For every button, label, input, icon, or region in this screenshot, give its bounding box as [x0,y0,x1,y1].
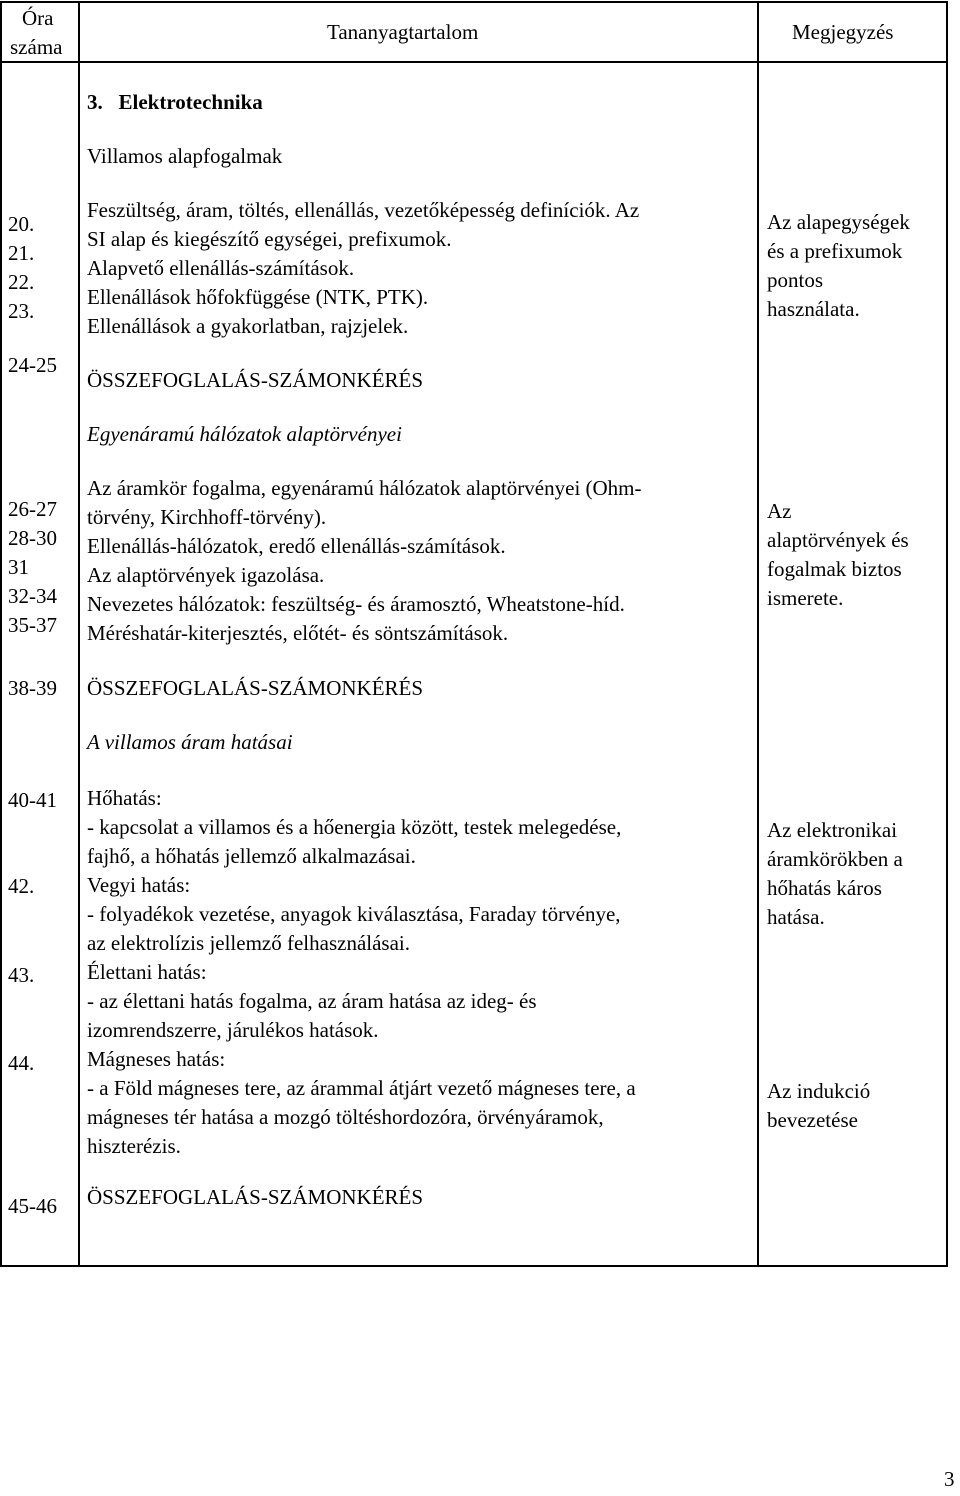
review-label: ÖSSZEFOGLALÁS-SZÁMONKÉRÉS [87,1185,424,1209]
note-line: áramkörökben a [767,847,903,871]
content-line: izomrendszerre, járulékos hatások. [87,1018,379,1042]
content-line: Nevezetes hálózatok: feszültség- és áramosztó, Wheatstone-híd. [87,592,625,616]
content-line: törvény, Kirchhoff-törvény). [87,505,327,529]
note-line: Az elektronikai [767,818,898,842]
content-line: hiszterézis. [87,1134,181,1158]
hour-number: 20. [8,212,35,236]
note-line: hatása. [767,905,825,929]
review-label: ÖSSZEFOGLALÁS-SZÁMONKÉRÉS [87,368,424,392]
content-line: az elektrolízis jellemző felhasználásai. [87,931,411,955]
note-line: alaptörvények és [767,528,909,552]
header-bottom-border [0,61,948,63]
hour-number: 44. [8,1051,35,1075]
hour-number: 28-30 [8,526,57,550]
review-hours: 24-25 [8,353,57,377]
page-number: 3 [944,1467,955,1491]
hour-number: 32-34 [8,584,57,608]
note-line: és a prefixumok [767,239,903,263]
hour-number: 23. [8,299,35,323]
hour-number: 35-37 [8,613,57,637]
content-line: Vegyi hatás: [87,873,191,897]
note-line: ismerete. [767,586,844,610]
note-line: Az [767,499,792,523]
review-hours: 45-46 [8,1194,57,1218]
content-line: Feszültség, áram, töltés, ellenállás, vezetőképesség definíciók. Az [87,198,640,222]
content-line: Az alaptörvények igazolása. [87,563,325,587]
content-line: fajhő, a hőhatás jellemző alkalmazásai. [87,844,416,868]
note-line: Az indukció [767,1079,871,1103]
hour-number: 40-41 [8,788,57,812]
note-line: bevezetése [767,1108,858,1132]
content-line: Ellenállások hőfokfüggése (NTK, PTK). [87,285,429,309]
table-left-border [0,1,2,1267]
content-line: Élettani hatás: [87,960,207,984]
content-line: Mágneses hatás: [87,1047,226,1071]
content-line: Ellenállások a gyakorlatban, rajzjelek. [87,314,409,338]
note-line: fogalmak biztos [767,557,902,581]
hour-number: 22. [8,270,35,294]
review-label: ÖSSZEFOGLALÁS-SZÁMONKÉRÉS [87,676,424,700]
section-title: 3. Elektrotechnika [87,90,263,114]
content-line: mágneses tér hatása a mozgó töltéshordozóra, örvényáramok, [87,1105,604,1129]
content-line: Ellenállás-hálózatok, eredő ellenállás-számítások. [87,534,506,558]
note-line: használata. [767,297,860,321]
header-note-label: Megjegyzés [792,20,894,44]
subsection-title: Villamos alapfogalmak [87,144,283,168]
content-line: - az élettani hatás fogalma, az áram hatása az ideg- és [87,989,537,1013]
review-hours: 38-39 [8,676,57,700]
subsection-title: A villamos áram hatásai [87,730,293,754]
hour-number: 26-27 [8,497,57,521]
hour-number: 31 [8,555,29,579]
hour-number: 42. [8,874,35,898]
content-line: SI alap és kiegészítő egységei, prefixumok. [87,227,452,251]
content-line: - kapcsolat a villamos és a hőenergia között, testek melegedése, [87,815,622,839]
subsection-title: Egyenáramú hálózatok alaptörvényei [87,422,402,446]
note-line: hőhatás káros [767,876,882,900]
column-divider-2 [757,1,759,1267]
column-divider-1 [78,1,80,1267]
note-line: Az alapegységek [767,210,910,234]
hour-number: 21. [8,241,35,265]
content-line: Alapvető ellenállás-számítások. [87,256,355,280]
header-content-label: Tananyagtartalom [327,20,479,44]
content-line: - a Föld mágneses tere, az árammal átjárt vezető mágneses tere, a [87,1076,636,1100]
content-line: - folyadékok vezetése, anyagok kiválasztása, Faraday törvénye, [87,902,621,926]
table-right-border [946,1,948,1267]
content-line: Hőhatás: [87,786,162,810]
hour-number: 43. [8,963,35,987]
content-line: Méréshatár-kiterjesztés, előtét- és söntszámítások. [87,621,509,645]
header-hour-label-line1: Óra [22,6,54,30]
header-hour-label-line2: száma [10,35,63,59]
table-top-border [0,1,948,3]
note-line: pontos [767,268,824,292]
table-bottom-border [0,1265,948,1267]
content-line: Az áramkör fogalma, egyenáramú hálózatok alaptörvényei (Ohm- [87,476,642,500]
